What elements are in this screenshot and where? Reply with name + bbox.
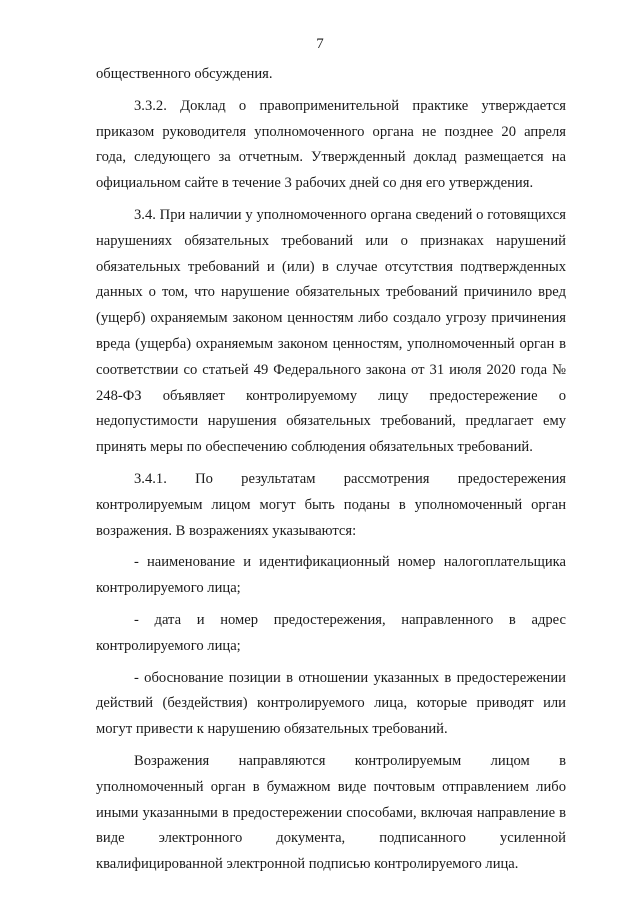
- list-item-warning-date: - дата и номер предостережения, направленного в адрес контролируемого лица;: [96, 611, 566, 654]
- paragraph-3-4: 3.4. При наличии у уполномоченного органа сведений о готовящихся нарушениях обязательных требований или о признаках нарушений обязательных требований и (или) в случае отсутствия подтвержденных данных о том, что нарушение обязательных требований причинило вред (ущерб) охраняемым законом ценностям либо создало угрозу причинения вреда (ущерба) охраняемым законом ценностям, уполномоченный орган в соответствии со статьей 49 Федерального закона от 31 июля 2020 года № 248-ФЗ объявляет контролируемому лицу предостережение о недопустимости нарушения обязательных требований, предлагает ему принять меры по обеспечению соблюдения обязательных требований.: [96, 206, 566, 456]
- paragraph-continuation: общественного обсуждения.: [96, 66, 273, 82]
- paragraph-objections: Возражения направляются контролируемым лицом в уполномоченный орган в бумажном виде почтовым отправлением либо иными указанными в предостережении способами, включая направление в виде электронного документа, подписанного усиленной квалифицированной электронной подписью контролируемого лица.: [96, 752, 566, 873]
- paragraph-3-4-1: 3.4.1. По результатам рассмотрения предостережения контролируемым лицом могут быть поданы в уполномоченный орган возражения. В возражениях указываются:: [96, 470, 566, 539]
- list-item-justification: - обоснование позиции в отношении указанных в предостережении действий (бездействия) контролируемого лица, которые приводят или могут привести к нарушению обязательных требований.: [96, 669, 566, 738]
- list-item-taxpayer-id: - наименование и идентификационный номер налогоплательщика контролируемого лица;: [96, 554, 566, 597]
- paragraph-3-3-2: 3.3.2. Доклад о правоприменительной практике утверждается приказом руководителя уполномоченного органа не позднее 20 апреля года, следующего за отчетным. Утвержденный доклад размещается на официальном сайте в течение 3 рабочих дней со дня его утверждения.: [96, 97, 566, 192]
- page-number: 7: [316, 36, 324, 52]
- document-body: [96, 62, 566, 878]
